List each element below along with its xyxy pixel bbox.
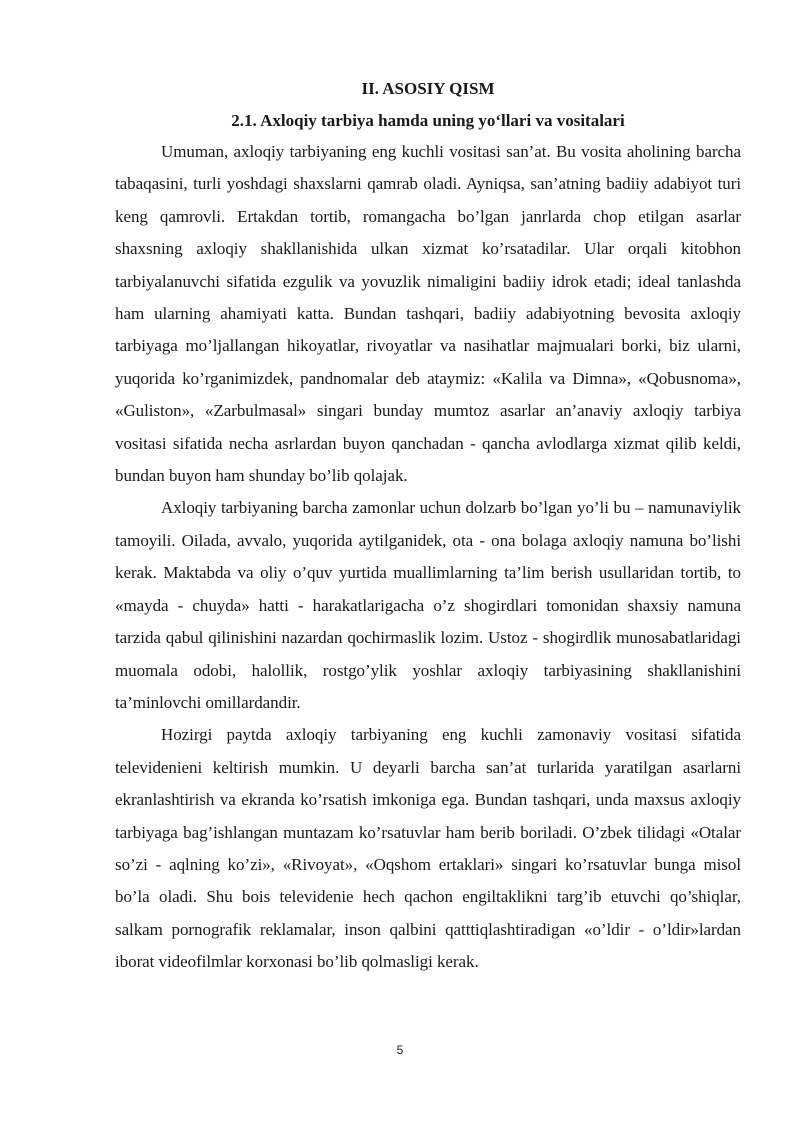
paragraph-2: Axloqiy tarbiyaning barcha zamonlar uchun dolzarb bo’lgan yo’li bu – namunaviylik tamoyili. Oilada, avvalo, yuqorida aytilganidek, ota - ona bolaga axloqiy namuna bo’lishi kerak. Maktabda va oliy o’quv yurtida muallimlarning ta’lim berish usullaridan tortib, to «mayda - chuyda» hatti - harakatlarigacha o’z shogirdlari tomonidan shaxsiy namuna tarzida qabul qilinishini nazardan qochirmaslik lozim. Ustoz - shogirdlik munosabatlaridagi muomala odobi, halollik, rostgo’ylik yoshlar axloqiy tarbiyasining shakllanishini ta’minlovchi omillardandir. bbox=[115, 498, 741, 712]
paragraph-1: Umuman, axloqiy tarbiyaning eng kuchli vositasi san’at. Bu vosita aholining barcha tabaqasini, turli yoshdagi shaxslarni qamrab oladi. Ayniqsa, san’atning badiiy adabiyot turi keng qamrovli. Ertakdan tortib, romangacha bo’lgan janrlarda chop etilgan asarlar shaxsning axloqiy shakllanishida ulkan xizmat ko’rsatadilar. Ular orqali kitobhon tarbiyalanuvchi sifatida ezgulik va yovuzlik nimaligini badiiy idrok etadi; ideal tanlashda ham ularning ahamiyati katta. Bundan tashqari, badiiy adabiyotning bevosita axloqiy tarbiyaga mo’ljallangan hikoyatlar, rivoyatlar va nasihatlar majmualari borki, biz ularni, yuqorida ko’rganimizdek, pandnomalar deb ataymiz: «Kalila va Dimna», «Qobusnoma», «Guliston», «Zarbulmasal» singari bunday mumtoz asarlar an’anaviy axloqiy tarbiya vositasi sifatida necha asrlardan buyon qanchadan - qancha avlodlarga xizmat qilib keldi, bundan buyon ham shunday bo’lib qolajak. bbox=[115, 142, 741, 486]
section-title: II. ASOSIY QISM bbox=[361, 79, 495, 98]
paragraph-3: Hozirgi paytda axloqiy tarbiyaning eng kuchli zamonaviy vositasi sifatida televidenieni keltirish mumkin. U deyarli barcha san’at turlarida yaratilgan asarlarni ekranlashtirish va ekranda ko’rsatish imkoniga ega. Bundan tashqari, unda maxsus axloqiy tarbiyaga bag’ishlangan muntazam ko’rsatuvlar ham berib boriladi. O’zbek tilidagi «Otalar so’zi - aqlning ko’zi», «Rivoyat», «Oqshom ertaklari» singari ko’rsatuvlar bunga misol bo’la oladi. Shu bois televidenie hech qachon engiltaklikni targ’ib etuvchi qo’shiqlar, salkam pornografik reklamalar, inson qalbini qatttiqlashtiradigan «o’ldir - o’ldir»lardan iborat videofilmlar korxonasi bo’lib qolmasligi kerak. bbox=[115, 725, 741, 972]
page-number: 5 bbox=[396, 1043, 404, 1057]
subsection-title: 2.1. Axloqiy tarbiya hamda uning yo‘llari va vositalari bbox=[231, 111, 625, 130]
page-content bbox=[115, 74, 741, 979]
